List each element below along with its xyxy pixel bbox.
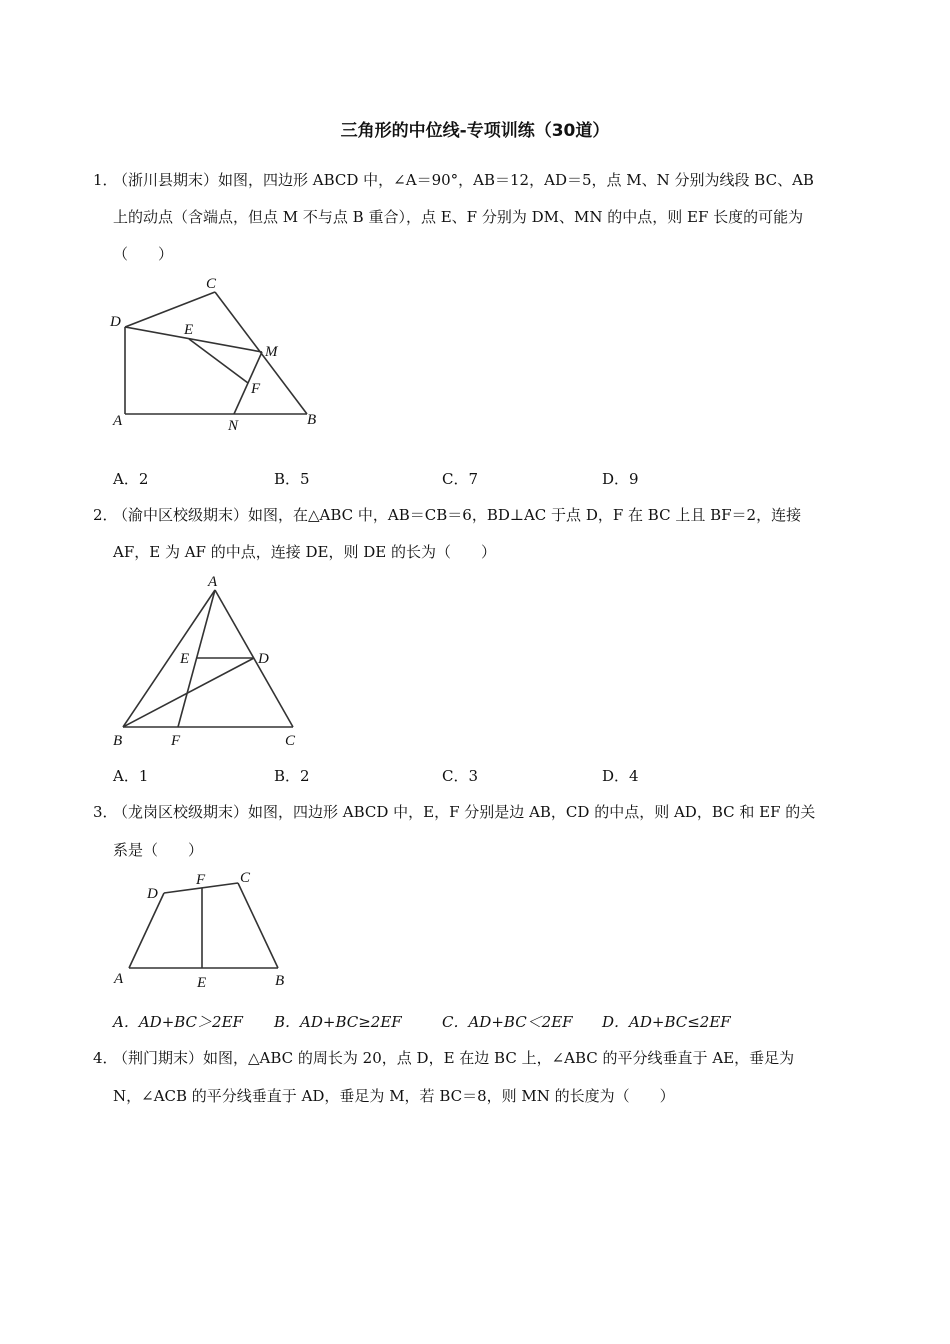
label-B: B [307, 412, 317, 428]
label-C: C [240, 870, 251, 886]
question-2-line-2: AF，E 为 AF 的中点，连接 DE，则 DE 的长为（ ） [113, 543, 496, 561]
question-number: 1． [93, 171, 118, 189]
question-text: （龙岗区校级期末）如图，四边形 ABCD 中，E，F 分别是边 AB，CD 的中点，则 AD，BC 和 EF 的关 [113, 803, 816, 821]
option-b[interactable]: B．AD+BC≥2EF [274, 1013, 402, 1031]
question-text: （渝中区校级期末）如图，在△ABC 中，AB＝CB＝6，BD⊥AC 于点 D，F 在 BC 上且 BF＝2，连接 [113, 506, 802, 524]
option-c[interactable]: C．AD+BC＜2EF [442, 1013, 573, 1031]
label-C: C [206, 276, 217, 292]
label-M: M [265, 344, 278, 360]
label-E: E [184, 322, 194, 338]
label-C: C [285, 733, 296, 749]
option-a[interactable]: A．AD+BC＞2EF [113, 1013, 243, 1031]
question-text: （浙川县期末）如图，四边形 ABCD 中，∠A＝90°，AB＝12，AD＝5，点 M、N 分别为线段 BC、AB [113, 171, 814, 189]
label-D: D [147, 886, 158, 902]
option-c[interactable]: C．7 [442, 470, 479, 488]
option-d[interactable]: D．AD+BC≤2EF [602, 1013, 731, 1031]
option-d[interactable]: D．4 [602, 767, 639, 785]
option-d[interactable]: D．9 [602, 470, 639, 488]
segment-AD [129, 893, 164, 968]
question-text: （荆门期末）如图，△ABC 的周长为 20，点 D，E 在边 BC 上，∠ABC 的平分线垂直于 AE，垂足为 [113, 1049, 795, 1067]
label-A: A [208, 574, 218, 590]
question-1-line-3: （ ） [113, 245, 174, 263]
label-D: D [258, 651, 269, 667]
page-title: 三角形的中位线-专项训练（30道） [340, 121, 610, 141]
option-b[interactable]: B．5 [274, 470, 310, 488]
label-D: D [110, 314, 121, 330]
label-N: N [228, 418, 239, 434]
label-F: F [171, 733, 181, 749]
label-E: E [180, 651, 190, 667]
label-A: A [114, 971, 124, 987]
label-F: F [251, 381, 261, 397]
question-4-line-2: N，∠ACB 的平分线垂直于 AD，垂足为 M，若 BC＝8，则 MN 的长度为（ ） [113, 1087, 675, 1105]
label-B: B [113, 733, 123, 749]
option-a[interactable]: A．1 [113, 767, 149, 785]
question-4-line-1 [93, 1047, 794, 1068]
label-F: F [196, 872, 206, 888]
label-E: E [197, 975, 207, 991]
question-number: 2． [93, 506, 118, 524]
option-b[interactable]: B．2 [274, 767, 310, 785]
option-c[interactable]: C．3 [442, 767, 479, 785]
question-3-line-2: 系是（ ） [113, 841, 204, 859]
label-A: A [113, 413, 123, 429]
option-a[interactable]: A．2 [113, 470, 149, 488]
question-1-line-2: 上的动点（含端点，但点 M 不与点 B 重合），点 E、F 分别为 DM、MN 的中点，则 EF 长度的可能为 [113, 208, 804, 226]
question-number: 4． [93, 1049, 118, 1067]
label-B: B [275, 973, 285, 989]
segment-CB [238, 883, 278, 968]
question-number: 3． [93, 803, 118, 821]
